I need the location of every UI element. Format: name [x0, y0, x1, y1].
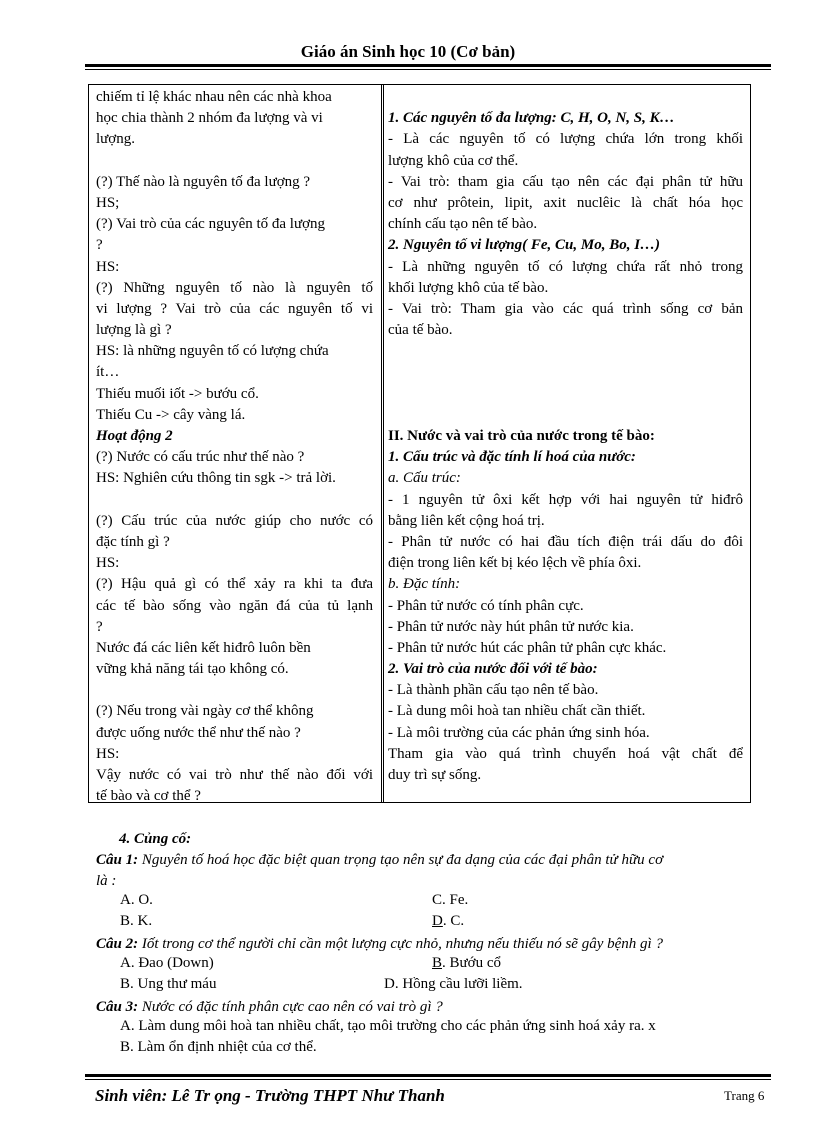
left-column-line: Nước đá các liên kết hiđrô luôn bền	[96, 639, 311, 656]
q2-option-a: A. Đao (Down)	[120, 955, 214, 971]
q1-answer-letter: D	[432, 913, 443, 929]
right-column-line: - Phân tử nước có hai đầu tích điện trái dấu do đôi	[388, 533, 743, 550]
question-3-text: Nước có đặc tính phân cực cao nên có vai trò gì ?	[138, 999, 443, 1015]
right-column-line: b. Đặc tính:	[388, 576, 461, 593]
q1-option-b: B. K.	[120, 913, 153, 929]
left-column-line: (?) Nước có cấu trúc như thế nào ?	[96, 449, 305, 466]
left-column-line: Vậy nước có vai trò như thế nào đối với	[96, 767, 373, 783]
left-column-line: HS: Nghiên cứu thông tin sgk -> trả lời.	[96, 470, 336, 487]
q3-option-a: A. Làm dung môi hoà tan nhiều chất, tạo môi trường cho các phản ứng sinh hoá xảy ra. x	[120, 1018, 656, 1034]
q1-option-d	[432, 913, 464, 930]
footer-rule	[85, 1074, 771, 1077]
right-column-line: 2. Vai trò của nước đối với tế bào:	[388, 661, 598, 678]
right-column-line: 1. Các nguyên tố đa lượng: C, H, O, N, S, K…	[388, 110, 675, 127]
left-column-line: đặc tính gì ?	[96, 533, 170, 550]
q2-answer-letter: B	[432, 955, 443, 971]
q2-option-b-text: . Bướu cổ	[442, 955, 501, 971]
left-column-line: (?) Hậu quả gì có thể xảy ra khi ta đưa	[96, 576, 373, 593]
header-rule-thin	[85, 69, 771, 70]
q3-option-b: B. Làm ổn định nhiệt của cơ thể.	[120, 1039, 317, 1055]
right-column-line: - Là môi trường của các phản ứng sinh hóa.	[388, 724, 650, 741]
right-column-line: 2. Nguyên tố vi lượng( Fe, Cu, Mo, Bo, I…)	[388, 237, 661, 254]
left-column-line: (?) Thế nào là nguyên tố đa lượng ?	[96, 173, 311, 190]
right-column-line: 1. Cấu trúc và đặc tính lí hoá của nước:	[388, 449, 636, 466]
right-column-line	[388, 87, 743, 108]
right-column-line: a. Cấu trúc:	[388, 470, 461, 487]
left-column-line: vững khả năng tái tạo không có.	[96, 661, 289, 678]
page-number: Trang 6	[724, 1088, 765, 1103]
right-column-line	[388, 405, 743, 426]
right-column-line: II. Nước và vai trò của nước trong tế bào:	[388, 428, 655, 444]
right-column-line: - Phân tử nước hút các phân tử phân cực khác.	[388, 639, 667, 656]
lesson-table	[88, 84, 751, 803]
teacher-student-activity-column	[96, 87, 373, 807]
question-3-label: Câu 3:	[96, 999, 139, 1015]
left-column-line: Thiếu Cu -> cây vàng lá.	[96, 406, 246, 423]
footer-author: Sinh viên: Lê Tr ọng - Trường THPT Như Thanh	[95, 1086, 445, 1105]
question-1-label: Câu 1:	[96, 852, 139, 868]
right-column-line: lượng khô của cơ thể.	[388, 152, 519, 169]
right-column-line: - Vai trò: Tham gia vào các quá trình sống cơ bản	[388, 300, 743, 317]
right-column-line: điện trong liên kết bị kéo lệch về phía ôxi.	[388, 555, 642, 572]
header-rule	[85, 64, 771, 67]
left-column-line: Thiếu muối iốt -> bướu cổ.	[96, 385, 259, 402]
left-column-line: HS: là những nguyên tố có lượng chứa	[96, 343, 329, 360]
q2-option-d: D. Hồng cầu lưỡi liềm.	[384, 976, 523, 992]
right-column-line: khối lượng khô của tế bào.	[388, 279, 549, 296]
right-column-line: chính cấu tạo nên tế bào.	[388, 216, 538, 233]
left-column-line: tế bào và cơ thể ?	[96, 788, 201, 805]
right-column-line: bằng liên kết cộng hoá trị.	[388, 512, 545, 529]
left-column-line	[96, 151, 373, 172]
left-column-line: ít…	[96, 364, 120, 381]
right-column-line: - Phân tử nước có tính phân cực.	[388, 597, 584, 614]
question-1-continuation: là :	[96, 873, 117, 889]
left-column-line: HS:	[96, 258, 120, 275]
left-column-line: ?	[96, 618, 103, 635]
right-column-line: - Là dung môi hoà tan nhiều chất cần thiết.	[388, 703, 646, 720]
column-divider	[381, 85, 384, 802]
left-column-line: chiếm tỉ lệ khác nhau nên các nhà khoa	[96, 89, 332, 105]
left-column-line: HS:	[96, 745, 120, 762]
left-column-line: (?) Nếu trong vài ngày cơ thể không	[96, 703, 314, 720]
left-column-line	[96, 490, 373, 511]
right-column-line: - Vai trò: tham gia cấu tạo nên các đại phân tử hữu	[388, 173, 743, 190]
left-column-line: (?) Cấu trúc của nước giúp cho nước có	[96, 512, 373, 529]
left-column-line: lượng.	[96, 131, 135, 148]
right-column-line	[388, 362, 743, 383]
consolidation-heading: 4. Củng cố:	[119, 831, 192, 847]
right-column-line: - Là những nguyên tố có lượng chứa rất nhỏ trong	[388, 258, 743, 275]
left-column-line: Hoạt động 2	[96, 428, 173, 444]
left-column-line: HS:	[96, 555, 120, 572]
page-header-title: Giáo án Sinh học 10 (Cơ bản)	[300, 42, 516, 61]
q1-option-a: A. O.	[120, 892, 153, 908]
right-column-line: - 1 nguyên tử ôxi kết hợp với hai nguyên tử hiđrô	[388, 491, 743, 508]
left-column-line: (?) Những nguyên tố nào là nguyên tố	[96, 279, 373, 296]
right-column-line	[388, 384, 743, 405]
left-column-line: được uống nước thể như thế nào ?	[96, 724, 301, 741]
right-column-line: - Phân tử nước này hút phân tử nước kia.	[388, 618, 634, 635]
right-column-line: - Là thành phần cấu tạo nên tế bào.	[388, 682, 599, 699]
q1-option-c: C. Fe.	[432, 892, 469, 908]
left-column-line: (?) Vai trò của các nguyên tố đa lượng	[96, 216, 326, 233]
footer-rule-thin	[85, 1079, 771, 1080]
left-column-line: vi lượng ? Vai trò của các nguyên tố vi	[96, 300, 373, 317]
left-column-line: học chia thành 2 nhóm đa lượng và vi	[96, 110, 323, 127]
right-column-line: duy trì sự sống.	[388, 767, 482, 783]
right-column-line: cơ như prôtein, lipit, axit nuclêic là chất hóa học	[388, 194, 743, 211]
right-column-line: của tế bào.	[388, 322, 453, 339]
question-2-label: Câu 2:	[96, 936, 139, 952]
left-column-line: HS;	[96, 194, 120, 211]
q2-option-b	[432, 955, 501, 972]
left-column-line: các tế bào sống vào ngăn đá của tủ lạnh	[96, 597, 373, 614]
question-3	[96, 997, 766, 1018]
left-column-line: lượng là gì ?	[96, 322, 172, 339]
lesson-content-column	[388, 87, 743, 786]
q1-option-d-text: . C.	[442, 913, 465, 929]
right-column-line: - Là các nguyên tố có lượng chứa lớn trong khối	[388, 131, 743, 148]
question-1	[96, 850, 766, 871]
q2-option-c: B. Ung thư máu	[120, 976, 217, 992]
question-2-text: Iốt trong cơ thể người chỉ cần một lượng cực nhỏ, nhưng nếu thiếu nó sẽ gây bệnh gì ?	[138, 936, 663, 952]
left-column-line	[96, 680, 373, 701]
left-column-line: ?	[96, 237, 103, 254]
question-1-text: Nguyên tố hoá học đặc biệt quan trọng tạo nên sự đa dạng của các đại phân tử hữu cơ	[138, 852, 664, 868]
question-2	[96, 934, 766, 955]
right-column-line	[388, 341, 743, 362]
right-column-line: Tham gia vào quá trình chuyển hoá vật chất để	[388, 745, 743, 762]
